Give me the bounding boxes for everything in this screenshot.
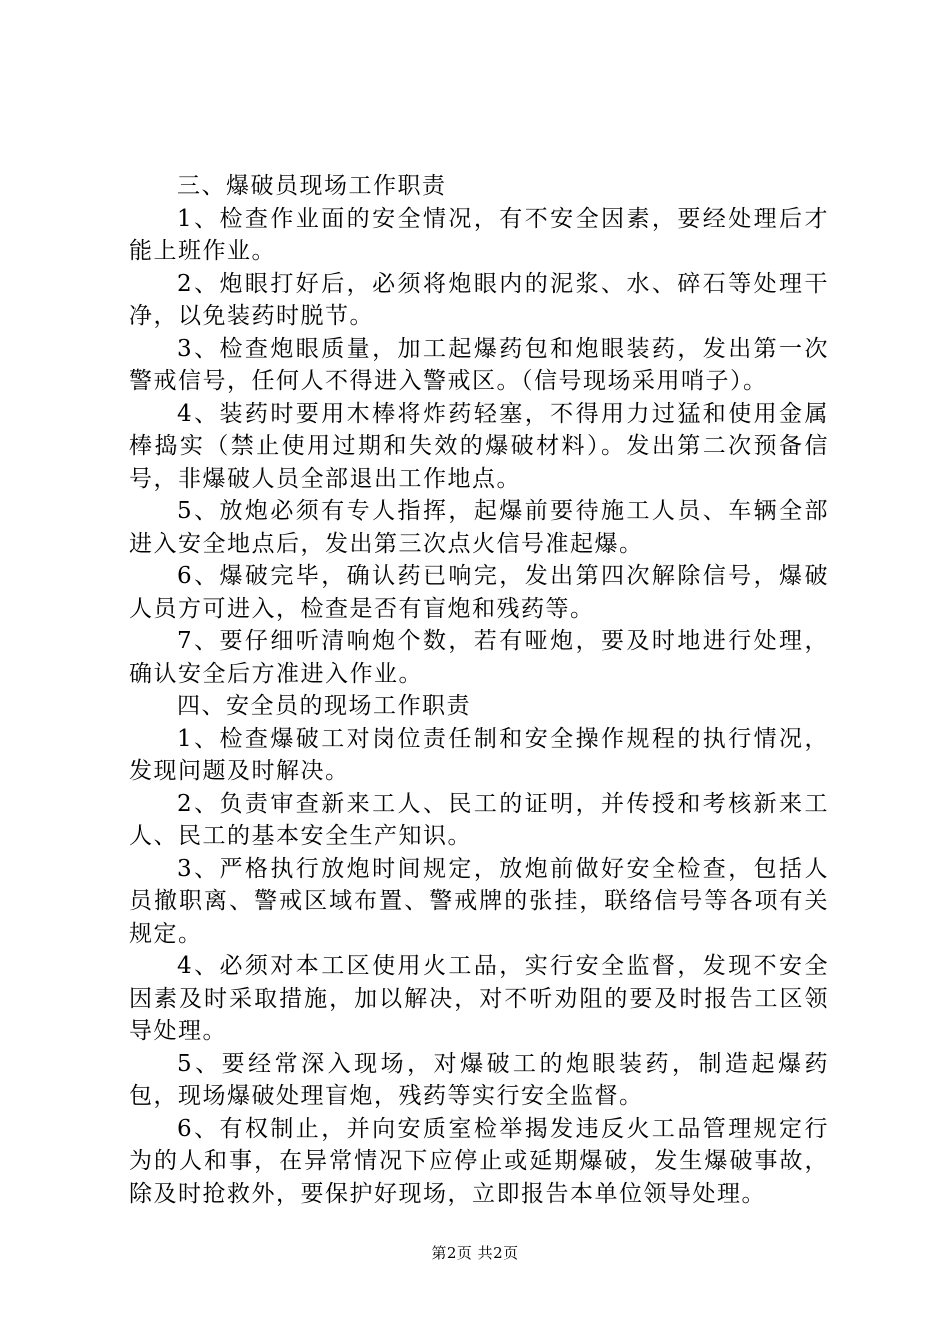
paragraph: 3、检查炮眼质量，加工起爆药包和炮眼装药，发出第一次警戒信号，任何人不得进入警戒区。（信号现场采用哨子）。 xyxy=(129,335,829,394)
section-heading-blaster-duties: 三、爆破员现场工作职责 xyxy=(177,173,447,199)
paragraph: 5、要经常深入现场，对爆破工的炮眼装药，制造起爆药包，现场爆破处理盲炮，残药等实行安全监督。 xyxy=(129,1050,829,1109)
paragraph: 7、要仔细听清响炮个数，若有哑炮，要及时地进行处理，确认安全后方准进入作业。 xyxy=(129,628,829,687)
paragraph: 1、检查作业面的安全情况，有不安全因素，要经处理后才能上班作业。 xyxy=(129,205,829,264)
paragraph: 5、放炮必须有专人指挥，起爆前要待施工人员、车辆全部进入安全地点后，发出第三次点火信号准起爆。 xyxy=(129,498,829,557)
paragraph: 6、爆破完毕，确认药已响完，发出第四次解除信号，爆破人员方可进入，检查是否有盲炮和残药等。 xyxy=(129,563,829,622)
paragraph: 1、检查爆破工对岗位责任制和安全操作规程的执行情况，发现问题及时解决。 xyxy=(129,725,829,784)
paragraph: 3、严格执行放炮时间规定，放炮前做好安全检查，包括人员撤职离、警戒区域布置、警戒牌的张挂，联络信号等各项有关规定。 xyxy=(129,855,829,947)
paragraph: 4、装药时要用木棒将炸药轻塞，不得用力过猛和使用金属棒捣实（禁止使用过期和失效的爆破材料）。发出第二次预备信号，非爆破人员全部退出工作地点。 xyxy=(129,400,829,492)
section-heading-safety-officer-duties: 四、安全员的现场工作职责 xyxy=(177,693,471,719)
paragraph: 4、必须对本工区使用火工品，实行安全监督，发现不安全因素及时采取措施，加以解决，对不听劝阻的要及时报告工区领导处理。 xyxy=(129,953,829,1044)
page-number-footer: 第2页 共2页 xyxy=(431,1244,519,1262)
document-body xyxy=(129,170,829,1210)
paragraph: 2、负责审查新来工人、民工的证明，并传授和考核新来工人、民工的基本安全生产知识。 xyxy=(129,790,829,849)
paragraph: 2、炮眼打好后，必须将炮眼内的泥浆、水、碎石等处理干净，以免装药时脱节。 xyxy=(129,270,829,329)
paragraph: 6、有权制止，并向安质室检举揭发违反火工品管理规定行为的人和事，在异常情况下应停止或延期爆破，发生爆破事故，除及时抢救外，要保护好现场，立即报告本单位领导处理。 xyxy=(129,1115,829,1207)
